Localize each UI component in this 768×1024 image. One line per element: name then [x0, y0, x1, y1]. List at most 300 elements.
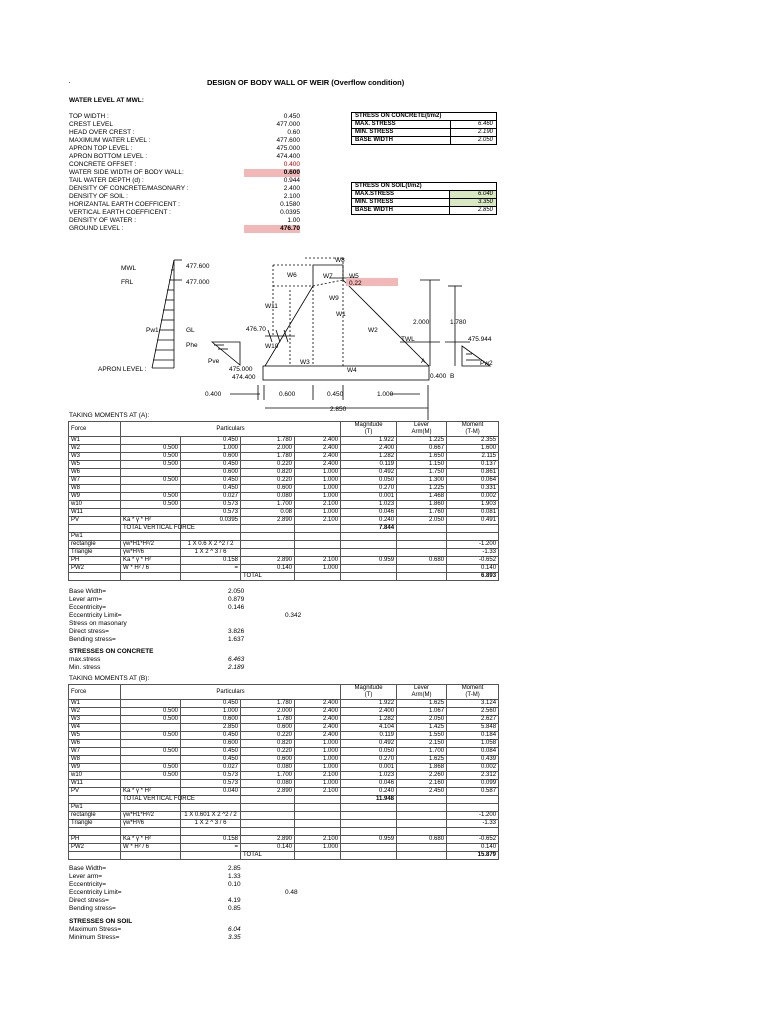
table-cell: γw*H³/6 [121, 820, 181, 828]
table-cell [121, 533, 181, 541]
table-cell: 6.893 [447, 573, 499, 581]
summary-label: Eccentricity Limit= [69, 889, 122, 896]
bullet-mark: · [68, 78, 71, 87]
table-cell: 2.890 [241, 836, 295, 844]
max-stress-value: 6.04 [228, 926, 241, 933]
summary-value: 2.85 [228, 865, 241, 872]
table-cell: 2.260 [397, 772, 447, 780]
concrete-max-label: MAX. STRESS [352, 121, 451, 129]
phe-label: Phe [186, 342, 198, 349]
table-cell: 0.331 [447, 485, 499, 493]
moments-b-title: TAKING MOMENTS AT (B): [69, 675, 150, 682]
soil-base-value: 2.850 [450, 207, 497, 215]
summary-label: Stress on masonary [69, 620, 127, 627]
table-cell [181, 852, 241, 860]
header-cell: Force [69, 422, 121, 437]
summary-value: 1.637 [228, 636, 245, 643]
table-cell: 2.850 [181, 724, 241, 732]
header-cell: Magnitude (T) [341, 685, 397, 700]
table-row [69, 573, 499, 581]
table-cell [341, 565, 397, 573]
table-cell [397, 533, 447, 541]
table-cell: -1.33 [447, 549, 499, 557]
header-cell: Particulars [121, 685, 341, 700]
table-row [69, 748, 499, 756]
table-cell [241, 812, 295, 820]
table-cell: 0.140 [447, 844, 499, 852]
table-cell: 2.160 [397, 780, 447, 788]
table-cell: -0.652 [447, 557, 499, 565]
table-cell: 1.780 [241, 716, 295, 724]
table-cell: 0.500 [121, 732, 181, 740]
table-cell: 0.500 [121, 445, 181, 453]
w8-label: W8 [335, 257, 345, 264]
page-title: DESIGN OF BODY WALL OF WEIR (Overflow condition) [207, 78, 405, 87]
summary-value: 2.050 [228, 588, 245, 595]
summary-label: Direct stress= [69, 628, 109, 635]
table-cell: Ka * γ * H² [121, 557, 181, 565]
table-cell [121, 740, 181, 748]
table-cell: W8 [69, 485, 121, 493]
table-cell [447, 796, 499, 804]
table-row [69, 445, 499, 453]
apron-label: APRON LEVEL : [98, 366, 147, 373]
table-cell: 0.046 [341, 780, 397, 788]
table-cell: 2.560 [447, 708, 499, 716]
table-row [69, 820, 499, 828]
table-cell [241, 820, 295, 828]
dim-0400: 0.400 [205, 391, 222, 398]
table-cell: 2.400 [295, 724, 341, 732]
table-cell [341, 812, 397, 820]
table-cell: 1.000 [295, 748, 341, 756]
table-cell: 0.492 [341, 740, 397, 748]
table-cell: 2.100 [295, 557, 341, 565]
table-cell: 1.000 [295, 565, 341, 573]
table-cell [397, 828, 447, 836]
apron-top-value: 475.000 [229, 366, 253, 373]
w10-label: W10 [265, 343, 279, 350]
table-cell: 1.625 [397, 756, 447, 764]
table-cell: 0.0395 [181, 517, 241, 525]
param-label: MAXIMUM WATER LEVEL : [69, 137, 151, 144]
table-cell: TOTAL [241, 852, 295, 860]
dim-total: 2.850 [330, 406, 347, 413]
table-cell: Ka * γ * H² [121, 836, 181, 844]
w2-label: W2 [368, 327, 378, 334]
table-cell [241, 533, 295, 541]
table-cell: -1.200 [447, 812, 499, 820]
table-cell [121, 804, 181, 812]
table-cell: 1.225 [397, 437, 447, 445]
table-cell: W * H² / 6 [121, 565, 181, 573]
table-cell [341, 549, 397, 557]
table-cell: W4 [69, 724, 121, 732]
table-cell [341, 541, 397, 549]
table-row [69, 469, 499, 477]
table-cell: 0.450 [181, 756, 241, 764]
table-cell: Ka * γ * H² [121, 517, 181, 525]
table-cell: 0.500 [121, 708, 181, 716]
table-cell: 0.027 [181, 764, 241, 772]
summary-heading: STRESSES ON CONCRETE [69, 648, 154, 655]
point-a: A [421, 358, 426, 365]
concrete-max-value: 6.460 [451, 121, 497, 129]
height-2000: 2.000 [413, 319, 430, 326]
table-cell: 1.650 [397, 453, 447, 461]
table-cell: PV [69, 788, 121, 796]
table-cell: 0.573 [181, 501, 241, 509]
table-cell: 2.400 [341, 445, 397, 453]
table-row [69, 517, 499, 525]
min-stress-label: Minimum Stress= [69, 934, 120, 941]
table-cell: 0.492 [341, 469, 397, 477]
table-cell: 0.064 [447, 477, 499, 485]
table-cell: 2.400 [295, 716, 341, 724]
table-cell: 0.050 [341, 748, 397, 756]
table-cell: w10 [69, 772, 121, 780]
table-cell [69, 525, 121, 533]
table-cell: W7 [69, 748, 121, 756]
table-cell: Pw1 [69, 533, 121, 541]
table-cell: 0.119 [341, 461, 397, 469]
table-cell: 1 X 2 ^ 3 / 6 [181, 549, 241, 557]
table-cell [121, 573, 181, 581]
table-cell [121, 437, 181, 445]
param-value: 0.1580 [280, 201, 300, 208]
concrete-stress-box [351, 112, 497, 145]
table-cell: W3 [69, 453, 121, 461]
summary-limit-value: 0.48 [285, 889, 298, 896]
table-cell: 2.050 [397, 517, 447, 525]
summary-label: Lever arm= [69, 596, 103, 603]
table-row [69, 804, 499, 812]
soil-base-label: BASE WIDTH [352, 207, 450, 215]
table-cell [397, 852, 447, 860]
table-row [69, 788, 499, 796]
table-cell [69, 828, 121, 836]
table-cell: 0.820 [241, 740, 295, 748]
table-cell [241, 796, 295, 804]
table-cell: 0.500 [121, 477, 181, 485]
table-cell: γw*H1*H²/2 [121, 541, 181, 549]
table-cell: 1 X 0.6 X 2 ^2 / 2 [181, 541, 241, 549]
gl-value: 476.70 [246, 326, 266, 333]
summary-label: Eccentricity Limit= [69, 612, 122, 619]
table-cell [121, 852, 181, 860]
table-cell: W2 [69, 445, 121, 453]
param-value: 476.70 [244, 225, 300, 233]
apron-bottom-value: 474.400 [232, 374, 256, 381]
table-cell [69, 852, 121, 860]
table-cell [397, 541, 447, 549]
table-cell [341, 852, 397, 860]
table-cell: w10 [69, 501, 121, 509]
table-cell: W5 [69, 732, 121, 740]
table-cell [181, 804, 241, 812]
table-cell: 0.600 [241, 724, 295, 732]
table-cell: 1.780 [241, 437, 295, 445]
table-cell: W5 [69, 461, 121, 469]
table-cell: W7 [69, 477, 121, 485]
table-cell [295, 828, 341, 836]
soil-min-label: MIN. STRESS [352, 199, 450, 207]
table-cell [295, 541, 341, 549]
table-cell: 0.140 [241, 565, 295, 573]
table-cell: 0.500 [121, 501, 181, 509]
table-row [69, 772, 499, 780]
soil-stress-box [351, 182, 497, 215]
dim-1000: 1.000 [377, 391, 394, 398]
w1-label: W1 [336, 311, 346, 318]
table-cell: 0.080 [241, 780, 295, 788]
table-cell [241, 541, 295, 549]
height-1780: 1.780 [450, 319, 467, 326]
param-value: 477.600 [276, 137, 300, 144]
summary-label: Bending stress= [69, 636, 116, 643]
table-cell: W1 [69, 700, 121, 708]
table-cell [241, 804, 295, 812]
table-cell: Ka * γ * H² [121, 788, 181, 796]
table-cell: 2.100 [295, 772, 341, 780]
header-cell: Moment (T-M) [447, 685, 499, 700]
table-row [69, 844, 499, 852]
table-cell [397, 844, 447, 852]
table-cell: 0.861 [447, 469, 499, 477]
table-row [69, 509, 499, 517]
summary-label: Base Width= [69, 865, 107, 872]
summary-label: Base Width= [69, 588, 107, 595]
table-cell: 0.270 [341, 485, 397, 493]
table-cell: TOTAL VERTICAL FORCE [121, 525, 181, 533]
table-cell: 2.627 [447, 716, 499, 724]
table-cell: 1.860 [397, 501, 447, 509]
moments-b-table [68, 684, 499, 860]
w5-label: W5 [349, 273, 359, 280]
table-cell [121, 485, 181, 493]
table-cell: 0.046 [341, 509, 397, 517]
table-cell: 0.001 [341, 493, 397, 501]
table-row [69, 437, 499, 445]
table-cell: PW2 [69, 844, 121, 852]
dim-0450: 0.450 [327, 391, 344, 398]
table-cell: 2.150 [397, 740, 447, 748]
table-cell: 0.450 [181, 700, 241, 708]
table-cell [121, 724, 181, 732]
table-cell: 1.780 [241, 700, 295, 708]
param-value: 0.944 [283, 177, 300, 184]
table-cell [397, 549, 447, 557]
table-cell: 1.023 [341, 772, 397, 780]
table-cell [397, 820, 447, 828]
table-cell: 0.600 [181, 740, 241, 748]
summary-value: 1.33 [228, 873, 241, 880]
max-stress-value: 6.463 [228, 656, 245, 663]
table-cell [447, 804, 499, 812]
table-cell: 1.058 [447, 740, 499, 748]
table-cell: 1.282 [341, 716, 397, 724]
table-cell: 2.100 [295, 517, 341, 525]
table-cell [181, 828, 241, 836]
summary-label: Eccentricity= [69, 604, 107, 611]
table-cell: 0.140 [447, 565, 499, 573]
param-value: 0.600 [244, 169, 300, 177]
param-label: HEAD OVER CREST : [69, 129, 135, 136]
table-cell: 0.600 [181, 716, 241, 724]
table-cell: 2.100 [295, 788, 341, 796]
param-label: HORIZANTAL EARTH COEFFICENT : [69, 201, 180, 208]
table-cell: 1.282 [341, 453, 397, 461]
section-label: WATER LEVEL AT MWL: [69, 97, 144, 104]
table-cell: 1.000 [295, 485, 341, 493]
summary-label: Lever arm= [69, 873, 103, 880]
table-row [69, 485, 499, 493]
table-cell: 0.600 [181, 453, 241, 461]
point-b: B [450, 373, 455, 380]
soil-box-header: STRESS ON SOIL(t/m2) [352, 183, 497, 191]
table-cell: 0.600 [181, 469, 241, 477]
table-cell: 1.067 [397, 708, 447, 716]
w7-label: W7 [323, 273, 333, 280]
table-cell: PV [69, 517, 121, 525]
param-label: APRON TOP LEVEL : [69, 145, 133, 152]
summary-value: 0.10 [228, 881, 241, 888]
table-cell: 0.959 [341, 836, 397, 844]
mwl-label: MWL [121, 265, 137, 272]
table-row [69, 796, 499, 804]
max-stress-label: max.stress [69, 656, 101, 663]
table-cell: 1.760 [397, 509, 447, 517]
gl-label: GL [186, 327, 195, 334]
table-cell: 1.922 [341, 700, 397, 708]
table-cell: 0.158 [181, 836, 241, 844]
table-cell: = [181, 565, 241, 573]
w3-label: W3 [300, 359, 310, 366]
table-cell: 0.500 [121, 493, 181, 501]
header-cell: Particulars [121, 422, 341, 437]
table-cell: 0.002 [447, 493, 499, 501]
param-value: 2.100 [283, 193, 300, 200]
table-cell: 1.700 [397, 748, 447, 756]
param-value: 1.00 [287, 217, 300, 224]
summary-value: 4.19 [228, 897, 241, 904]
table-row [69, 780, 499, 788]
table-cell: 0.573 [181, 772, 241, 780]
w4-label: W4 [347, 367, 357, 374]
table-cell: TOTAL VERTICAL FORCE [121, 796, 181, 804]
table-cell: 2.400 [295, 445, 341, 453]
table-cell: 0.140 [241, 844, 295, 852]
min-stress-value: 2.189 [228, 664, 245, 671]
table-cell: 1.000 [295, 493, 341, 501]
table-cell: 0.450 [181, 461, 241, 469]
table-cell [341, 844, 397, 852]
table-cell: 0.500 [121, 764, 181, 772]
table-cell: 0.491 [447, 517, 499, 525]
table-cell: 0.040 [181, 788, 241, 796]
param-label: GROUND LEVEL : [69, 225, 124, 232]
table-cell [241, 525, 295, 533]
table-cell [295, 573, 341, 581]
table-cell: 2.890 [241, 517, 295, 525]
mwl-value: 477.600 [186, 263, 210, 270]
table-row [69, 565, 499, 573]
pve-label: Pve [208, 358, 220, 365]
table-cell: 1.000 [295, 764, 341, 772]
table-cell: PH [69, 836, 121, 844]
table-cell: 0.680 [397, 557, 447, 565]
table-cell: Triangle [69, 549, 121, 557]
param-value: 0.0395 [280, 209, 300, 216]
table-cell: W1 [69, 437, 121, 445]
table-cell: W * H² / 6 [121, 844, 181, 852]
table-cell: 0.119 [341, 732, 397, 740]
concrete-box-header: STRESS ON CONCRETE(t/m2) [352, 113, 497, 121]
table-cell: 1.150 [397, 461, 447, 469]
table-cell: 2.400 [295, 700, 341, 708]
summary-label: Bending stress= [69, 905, 116, 912]
min-stress-value: 3.35 [228, 934, 241, 941]
table-row [69, 557, 499, 565]
concrete-min-label: MIN. STRESS [352, 129, 451, 137]
table-cell [121, 700, 181, 708]
table-cell [397, 573, 447, 581]
table-cell: 0.680 [397, 836, 447, 844]
table-cell: 0.500 [121, 772, 181, 780]
table-row [69, 477, 499, 485]
table-cell: 2.400 [295, 453, 341, 461]
table-cell: 2.400 [295, 461, 341, 469]
table-cell: 2.450 [397, 788, 447, 796]
table-cell [69, 796, 121, 804]
frl-label: FRL [121, 279, 134, 286]
dim-0600: 0.600 [279, 391, 296, 398]
table-cell: 0.220 [241, 477, 295, 485]
table-cell: W8 [69, 756, 121, 764]
summary-value: 0.85 [228, 905, 241, 912]
table-cell: 1.780 [241, 453, 295, 461]
table-cell: 2.000 [241, 445, 295, 453]
table-cell: 1.000 [181, 445, 241, 453]
table-cell: PW2 [69, 565, 121, 573]
w6-label: W6 [287, 272, 297, 279]
table-cell: 0.450 [181, 748, 241, 756]
table-cell [121, 756, 181, 764]
table-cell: 1.000 [295, 780, 341, 788]
param-label: CREST LEVEL [69, 121, 113, 128]
table-cell: 2.115 [447, 453, 499, 461]
table-cell: 2.400 [295, 708, 341, 716]
table-cell [121, 469, 181, 477]
table-cell: 0.600 [241, 485, 295, 493]
table-cell [295, 796, 341, 804]
table-cell [295, 852, 341, 860]
table-cell: 0.450 [181, 732, 241, 740]
table-cell [397, 812, 447, 820]
table-cell: 1.600 [447, 445, 499, 453]
table-cell: 1.468 [397, 493, 447, 501]
table-cell: 0.084 [447, 748, 499, 756]
param-label: DENSITY OF CONCRETE/MASONARY : [69, 185, 189, 192]
table-cell: 0.137 [447, 461, 499, 469]
table-cell: rectangle [69, 812, 121, 820]
w11-label: W11 [265, 303, 278, 310]
table-cell: 0.240 [341, 788, 397, 796]
table-cell: = [181, 844, 241, 852]
table-cell [341, 828, 397, 836]
table-cell [121, 828, 181, 836]
table-cell: 2.100 [295, 501, 341, 509]
